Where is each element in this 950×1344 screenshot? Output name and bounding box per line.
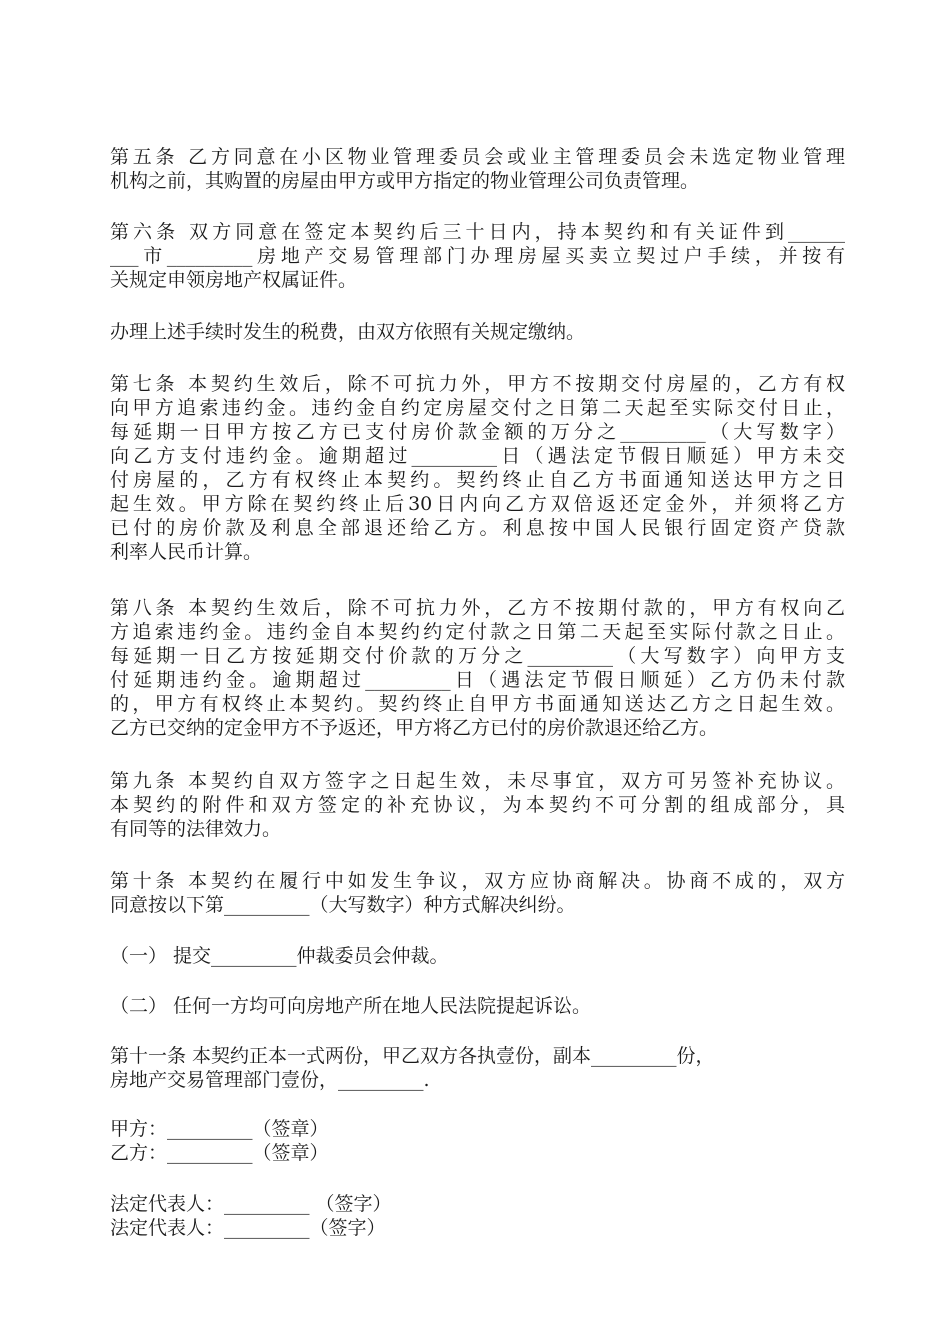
option-1 xyxy=(110,944,845,968)
text-line: 第六条 双方同意在签定本契约后三十日内，持本契约和有关证件到______ xyxy=(110,221,845,243)
option-2 xyxy=(110,994,845,1018)
text-line: 起生效。甲方除在契约终止后30日内向乙方双倍返还定金外，并须将乙方 xyxy=(110,493,845,515)
text-line: 付延期违约金。逾期超过_________日（遇法定节假日顺延）乙方仍未付款 xyxy=(110,669,845,691)
text-line: 第五条 乙方同意在小区物业管理委员会或业主管理委员会未选定物业管理 xyxy=(110,146,845,168)
text-line: （一） 提交_________仲裁委员会仲裁。 xyxy=(110,945,449,967)
party-b-line: 乙方：_________（签章） xyxy=(110,1142,329,1164)
text-line: 每延期一日乙方按延期交付价款的万分之_________（大写数字）向甲方支 xyxy=(110,645,845,667)
text-line: ___市_________房地产交易管理部门办理房屋买卖立契过户手续，并按有 xyxy=(110,245,845,267)
text-line: 付房屋的，乙方有权终止本契约。契约终止自乙方书面通知送达甲方之日 xyxy=(110,469,845,491)
representative-signatures xyxy=(110,1192,845,1240)
text-line: 办理上述手续时发生的税费，由双方依照有关规定缴纳。 xyxy=(110,321,586,343)
text-line: 同意按以下第_________（大写数字）种方式解决纠纷。 xyxy=(110,894,576,916)
party-a-line: 甲方：_________（签章） xyxy=(110,1118,329,1140)
article-9 xyxy=(110,769,845,841)
text-line: 每延期一日甲方按乙方已支付房价款金额的万分之_________（大写数字） xyxy=(110,421,845,443)
text-line: 机构之前，其购置的房屋由甲方或甲方指定的物业管理公司负责管理。 xyxy=(110,170,700,192)
article-8 xyxy=(110,596,845,740)
article-7 xyxy=(110,372,845,564)
article-5 xyxy=(110,145,845,193)
tax-paragraph xyxy=(110,320,845,344)
text-line: 乙方已交纳的定金甲方不予返还，甲方将乙方已付的房价款退还给乙方。 xyxy=(110,717,719,739)
text-line: 第七条 本契约生效后，除不可抗力外，甲方不按期交付房屋的，乙方有权 xyxy=(110,373,845,395)
text-line: 本契约的附件和双方签定的补充协议，为本契约不可分割的组成部分，具 xyxy=(110,794,845,816)
text-line: （二） 任何一方均可向房地产所在地人民法院提起诉讼。 xyxy=(110,995,592,1017)
text-line: 第十条 本契约在履行中如发生争议，双方应协商解决。协商不成的，双方 xyxy=(110,870,845,892)
text-line: 已付的房价款及利息全部退还给乙方。利息按中国人民银行固定资产贷款 xyxy=(110,517,845,539)
representative-line: 法定代表人：_________（签字） xyxy=(110,1217,386,1239)
article-6 xyxy=(110,220,845,292)
party-signatures xyxy=(110,1117,845,1165)
text-line: 关规定申领房地产权属证件。 xyxy=(110,269,358,291)
article-10 xyxy=(110,869,845,917)
text-line: 的，甲方有权终止本契约。契约终止自甲方书面通知送达乙方之日起生效。 xyxy=(110,693,845,715)
text-line: 房地产交易管理部门壹份，_________. xyxy=(110,1069,430,1091)
text-line: 第九条 本契约自双方签字之日起生效，未尽事宜，双方可另签补充协议。 xyxy=(110,770,845,792)
text-line: 方追索违约金。违约金自本契约约定付款之日第二天起至实际付款之日止。 xyxy=(110,621,845,643)
text-line: 第十一条 本契约正本一式两份，甲乙双方各执壹份，副本_________份， xyxy=(110,1045,715,1067)
text-line: 利率人民币计算。 xyxy=(110,541,263,563)
text-line: 向甲方追索违约金。违约金自约定房屋交付之日第二天起至实际交付日止， xyxy=(110,397,845,419)
text-line: 向乙方支付违约金。逾期超过_________日（遇法定节假日顺延）甲方未交 xyxy=(110,445,845,467)
article-11 xyxy=(110,1044,845,1092)
representative-line: 法定代表人：_________ （签字） xyxy=(110,1193,392,1215)
text-line: 有同等的法律效力。 xyxy=(110,818,282,840)
text-line: 第八条 本契约生效后，除不可抗力外，乙方不按期付款的，甲方有权向乙 xyxy=(110,597,845,619)
